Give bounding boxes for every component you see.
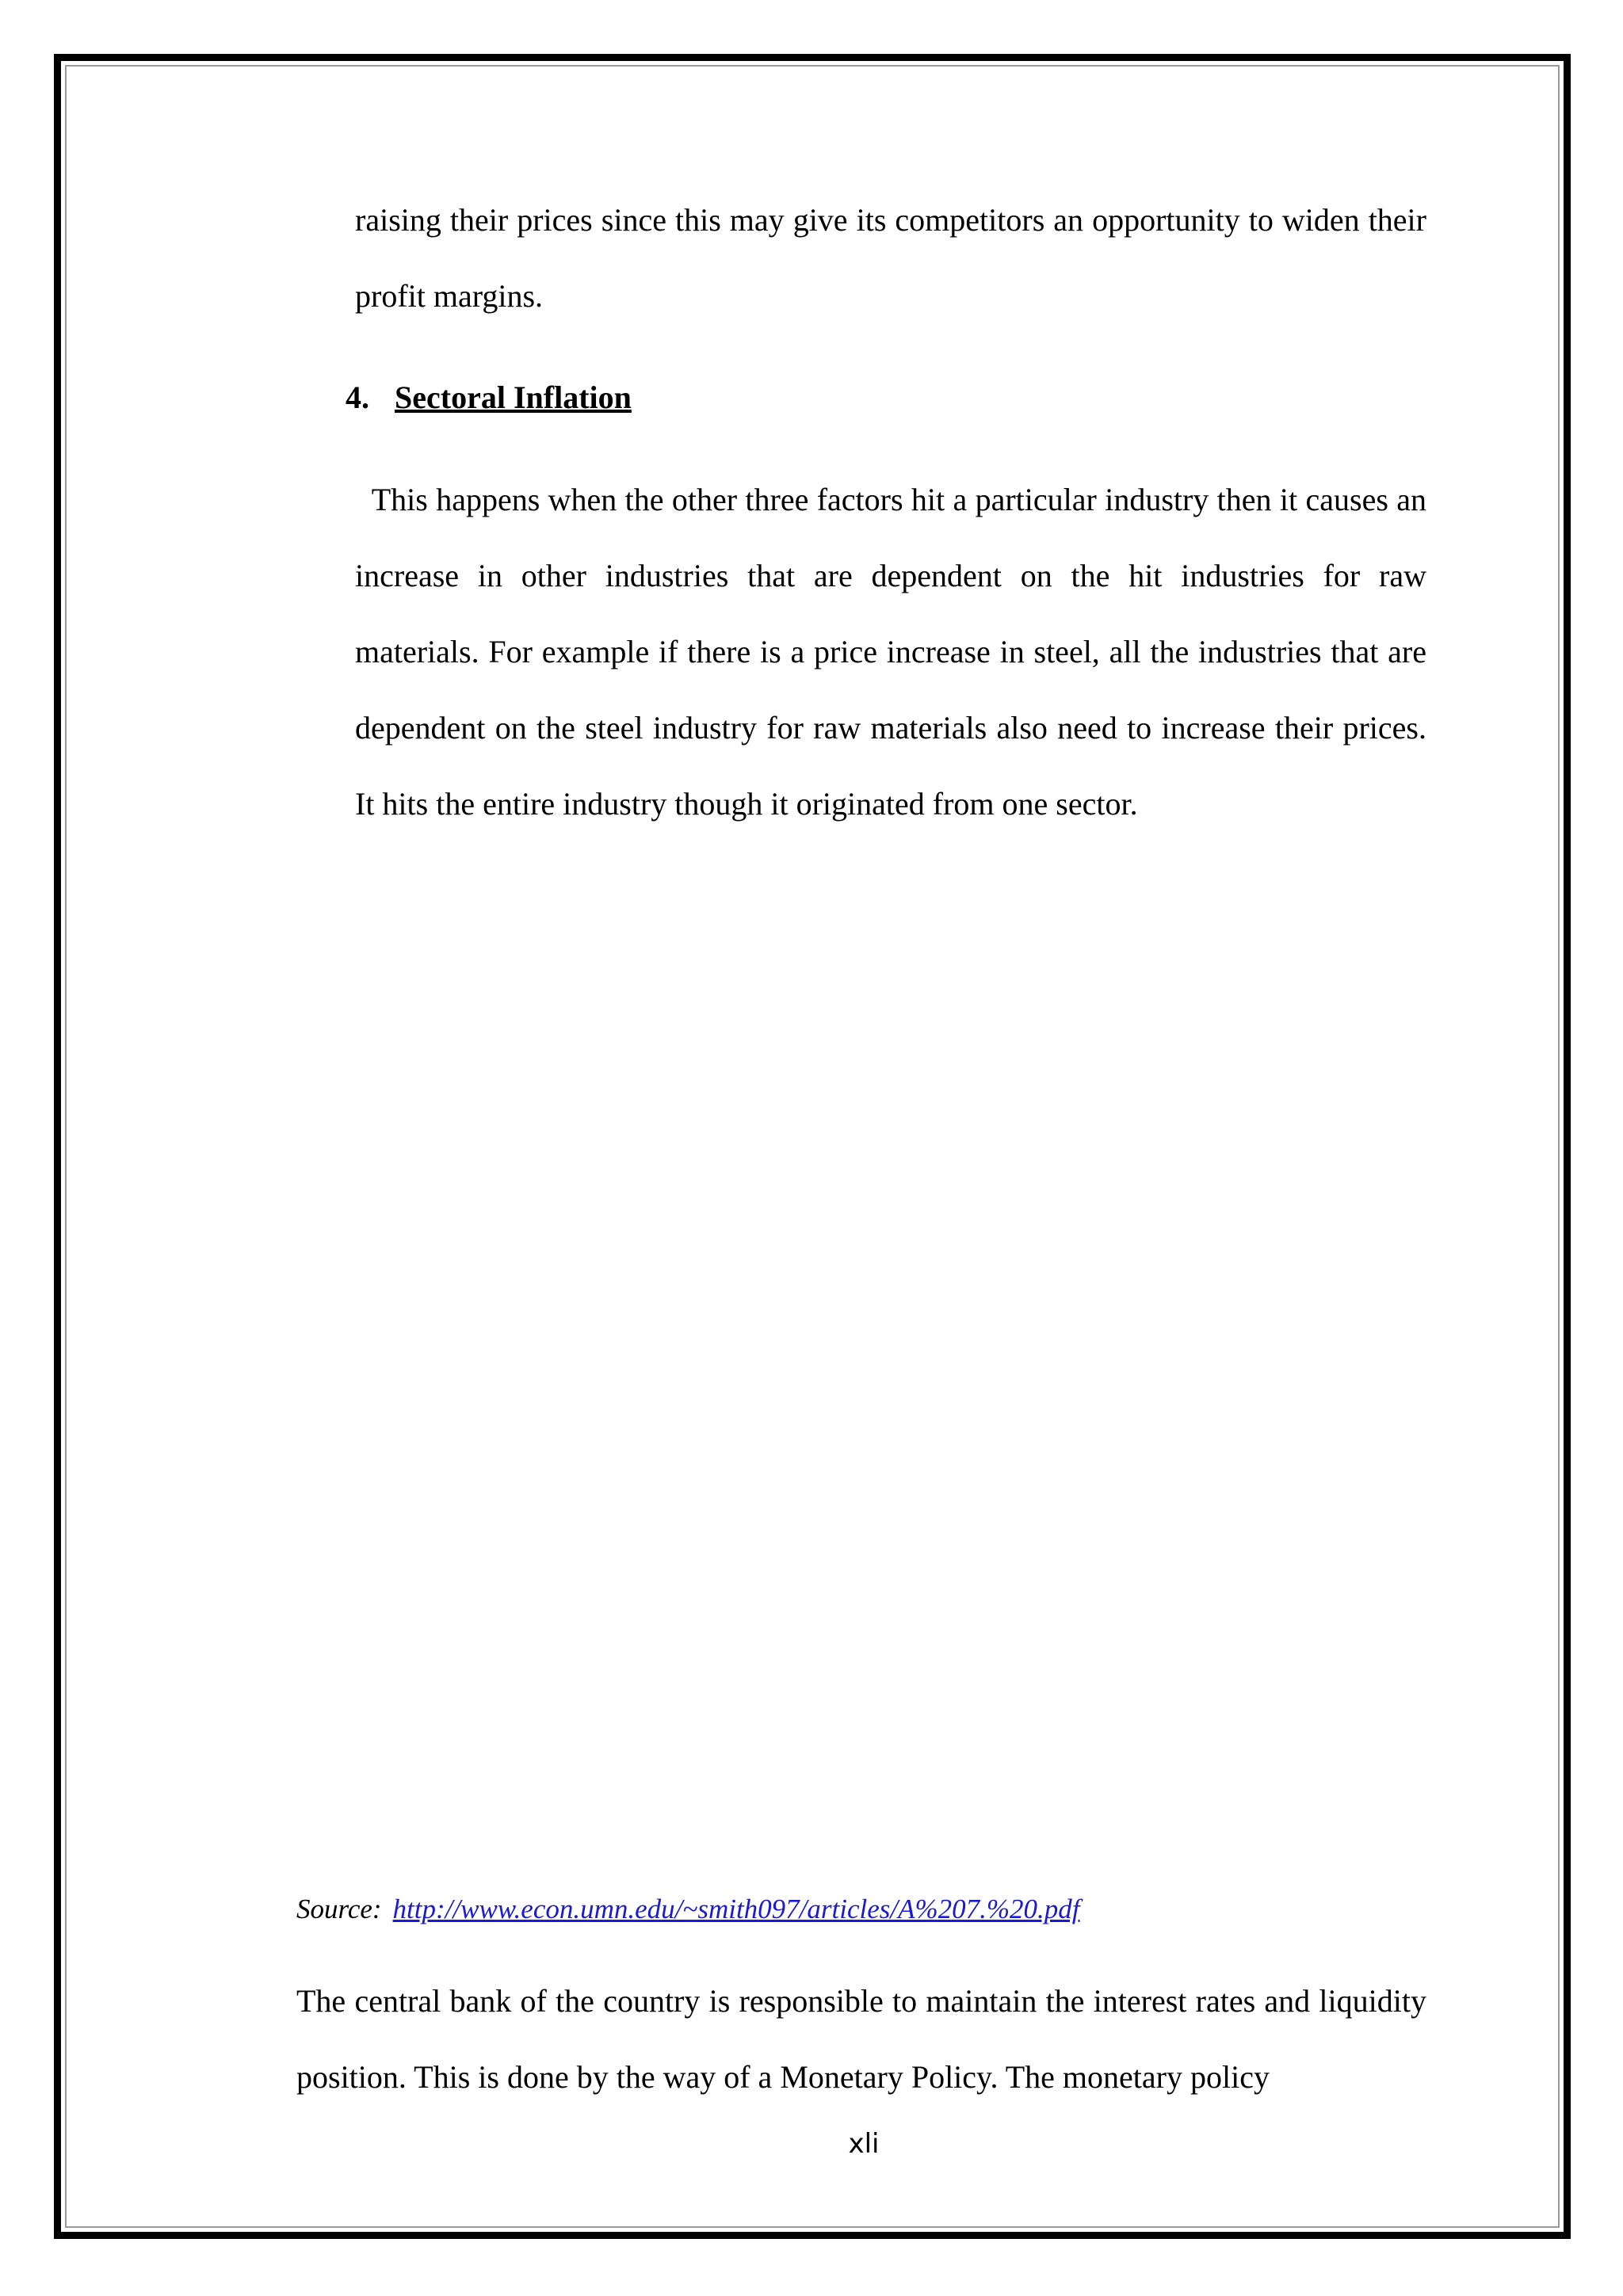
paragraph-central-bank: The central bank of the country is responsible to maintain the interest rates and liquidity position. This is done by the way of a Monetary Policy. The monetary policy [296, 1983, 1426, 2095]
page-number: xli [848, 2128, 880, 2160]
paragraph-continuation: raising their prices since this may give its competitors an opportunity to widen their profit margins. [355, 202, 1426, 314]
source-link[interactable]: http://www.econ.umn.edu/~smith097/articles/A%207.%20.pdf [392, 1894, 1080, 1924]
section-title: Sectoral Inflation [395, 379, 632, 415]
section-heading [346, 372, 632, 423]
source-label: Source: [296, 1894, 382, 1924]
source-citation [296, 1890, 1080, 1929]
section-number: 4. [346, 379, 369, 415]
paragraph-sectoral-inflation: This happens when the other three factors hit a particular industry then it causes an increase in other industries that are dependent on the hit industries for raw materials. For example if there is a price increase in steel, all the industries that are dependent on the steel industry for raw materials also need to increase their prices. It hits the entire industry though it originated from one sector. [355, 482, 1435, 822]
